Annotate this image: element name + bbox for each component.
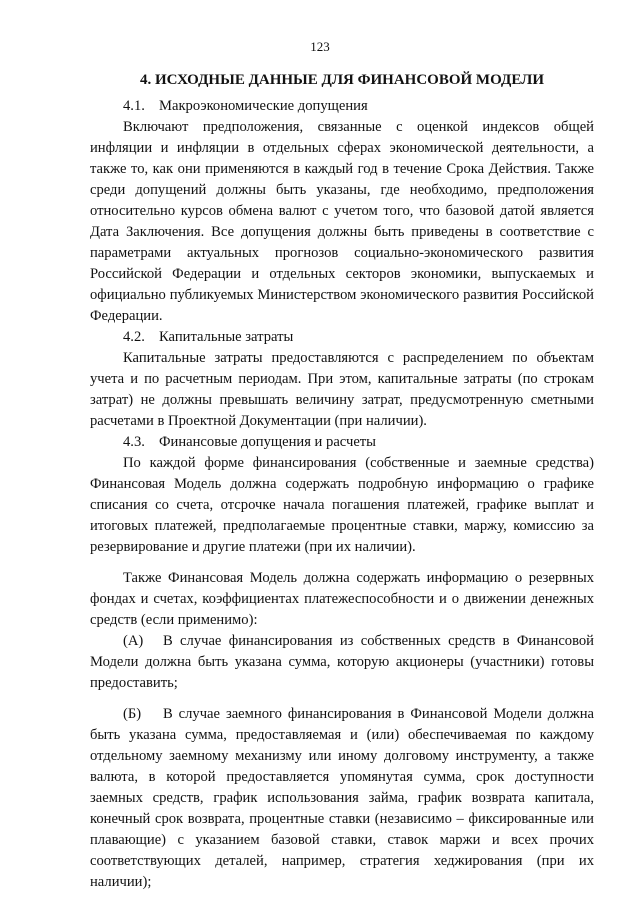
subsection-heading-4-3 <box>90 432 594 453</box>
subsection-number: 4.1. <box>123 98 145 114</box>
paragraph: По каждой форме финансирования (собственные и заемные средства) Финансовая Модель должна содержать подробную информацию о графике списания со счета, отсрочке начала погашения платежей, графике выплат и итоговых платежей, предполагаемые процентные ставки, маржу, комиссию за резервирование и другие платежи (при их наличии). <box>90 455 594 555</box>
page-content <box>90 70 594 893</box>
page-number: 123 <box>310 39 330 54</box>
paragraph: Капитальные затраты предоставляются с распределением по объектам учета и по расчетным периодам. При этом, капитальные затраты (по строкам затрат) не должны превышать величину затрат, предусмотренную сметными расчетами в Проектной Документации (при наличии). <box>90 350 594 429</box>
subsection-heading-4-1 <box>90 96 594 117</box>
subsection-heading-text: Финансовые допущения и расчеты <box>159 434 376 450</box>
subsection-heading-text: Капитальные затраты <box>159 329 294 345</box>
list-item-label: (Б) <box>123 706 142 722</box>
paragraph-gap <box>90 558 594 568</box>
list-item-text: В случае финансирования из собственных средств в Финансовой Модели должна быть указана сумма, которую акционеры (участники) готовы предоставить; <box>90 633 594 691</box>
list-item-b <box>90 704 594 893</box>
paragraph: Также Финансовая Модель должна содержать информацию о резервных фондах и счетах, коэффициентах платежеспособности и о движении денежных средств (если применимо): <box>90 570 594 628</box>
list-item-label: (А) <box>123 633 144 649</box>
list-item-a <box>90 631 594 694</box>
list-item-text: В случае заемного финансирования в Финансовой Модели должна быть указана сумма, предоставляемая и (или) обеспечиваемая по каждому отдельному заемному механизму или иному долговому инструменту, а также валюта, в которой предоставляется упомянутая сумма, срок доступности заемных средств, график использования займа, график возврата капитала, конечный срок возврата, процентные ставки (независимо – фиксированные или плавающие) с указанием базовой ставки, ставок маржи и всех прочих соответствующих деталей, например, стратегия хеджирования (при их наличии); <box>90 706 594 890</box>
paragraph: Включают предположения, связанные с оценкой индексов общей инфляции и инфляции в отдельных сферах экономической деятельности, а также то, как они применяются в каждый год в течение Срока Действия. Также среди допущений должны быть указаны, где необходимо, предположения относительно курсов обмена валют с учетом того, что базовой датой является Дата Заключения. Все допущения должны быть приведены в соответствие с параметрами актуальных прогнозов социально-экономического развития Российской Федерации и отдельных секторов экономики, выпускаемых и официально публикуемых Министерством экономического развития Российской Федерации. <box>90 119 594 324</box>
paragraph-gap <box>90 694 594 704</box>
subsection-number: 4.2. <box>123 329 145 345</box>
subsection-number: 4.3. <box>123 434 145 450</box>
subsection-heading-4-2 <box>90 327 594 348</box>
section-title: 4. ИСХОДНЫЕ ДАННЫЕ ДЛЯ ФИНАНСОВОЙ МОДЕЛИ <box>140 72 544 88</box>
subsection-heading-text: Макроэкономические допущения <box>159 98 368 114</box>
